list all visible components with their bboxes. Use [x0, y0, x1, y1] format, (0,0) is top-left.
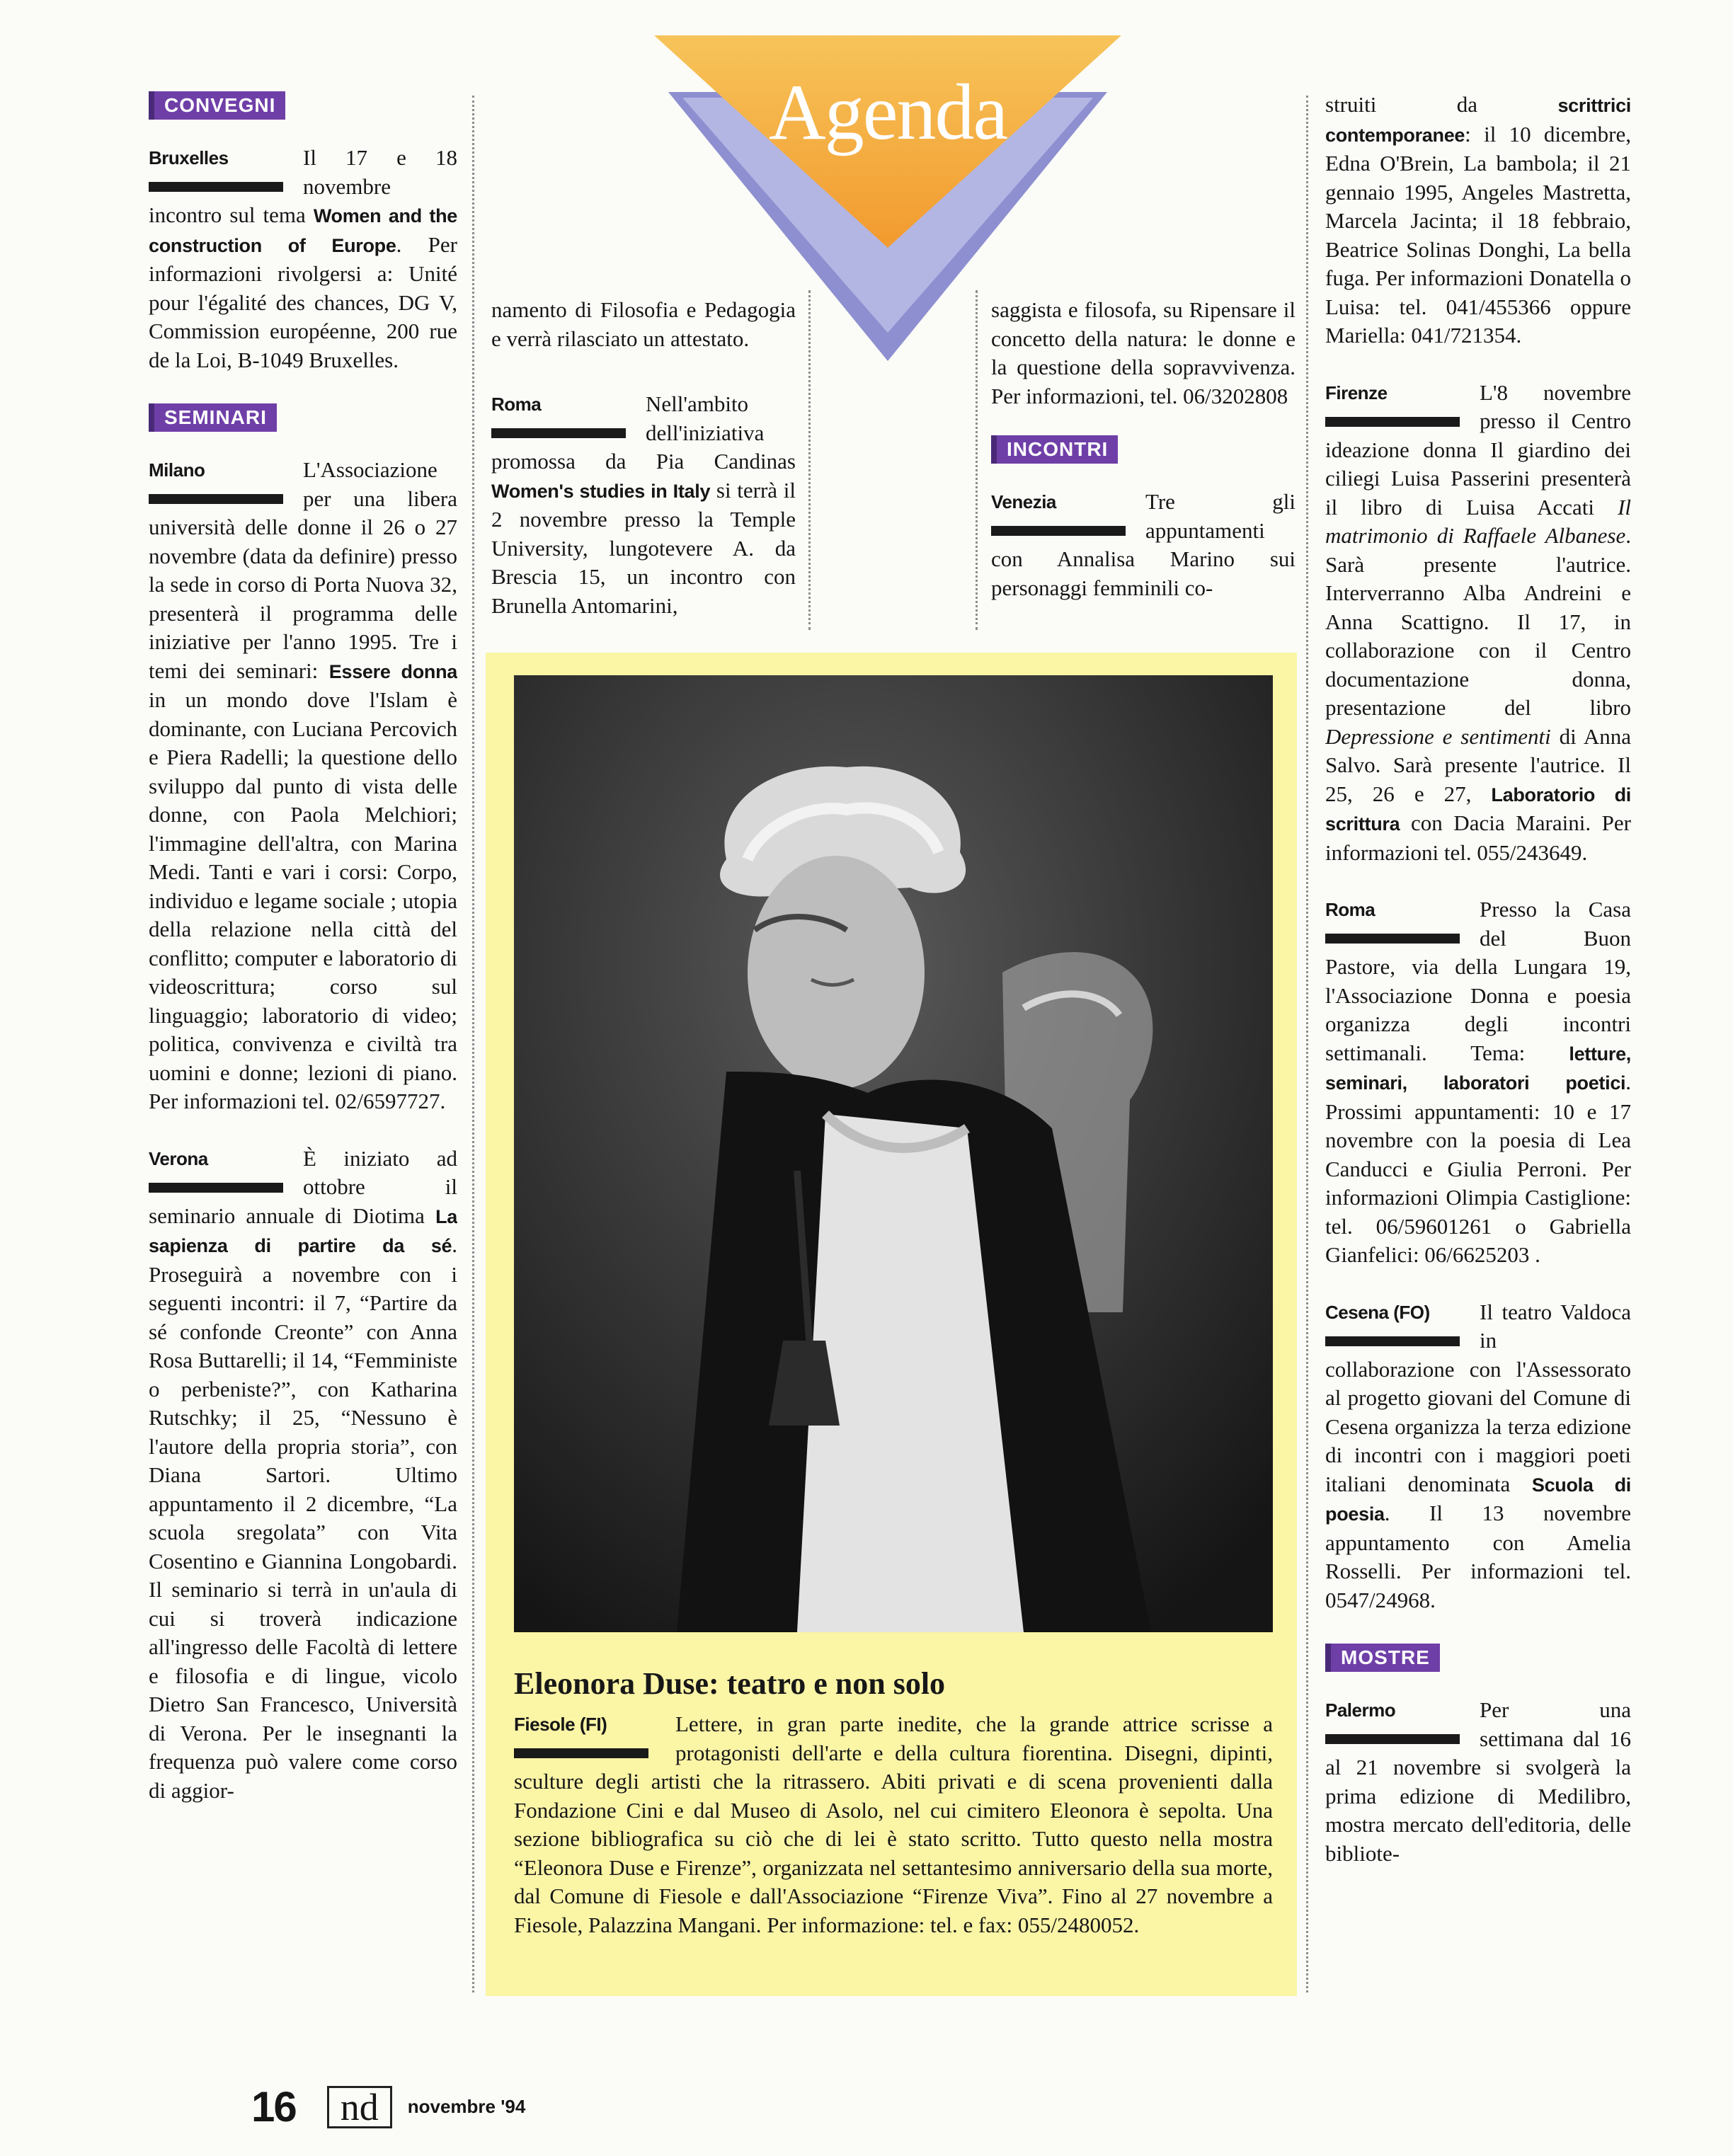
continued-text: saggista e filosofa, su Ripensare il concetto della natura: le donne e la questione della sopravvivenza. Per informazioni, tel. 06/3202808: [991, 297, 1296, 408]
event-verona: [149, 1145, 457, 1806]
section-mostre: MOSTRE: [1325, 1644, 1440, 1672]
event-place: Venezia: [991, 491, 1056, 512]
column-1: [149, 91, 457, 1833]
event-milano: [149, 456, 457, 1116]
event-place: Fiesole (FI): [514, 1714, 607, 1735]
event-text: Tre gli appuntamenti con Annalisa Marino sui personaggi femminili co-: [991, 489, 1296, 600]
duse-photo: [514, 675, 1273, 1632]
column-rule: [1306, 96, 1308, 1992]
section-convegni: CONVEGNI: [149, 91, 285, 120]
event-text: . Sarà presente l'autrice. Interverranno Alba Andreini e Anna Scattigno. Il 17, in collaborazione con il Centro documentazione donna, presentazione del libro: [1325, 523, 1631, 720]
issue-date: novembre '94: [407, 2096, 526, 2117]
page-footer: [251, 2082, 525, 2131]
book-title: Il matrimonio di Raffaele Albanese: [1325, 494, 1631, 548]
event-text: con Dacia Maraini. Per informazioni tel. 055/243649.: [1325, 810, 1631, 865]
section-incontri: INCONTRI: [991, 435, 1118, 464]
event-place: Palermo: [1325, 1699, 1396, 1721]
portrait-image: [514, 675, 1273, 1632]
event-text: . Per informazioni rivolgersi a: Unité pour l'égalité des chances, DG V, Commission européenne, 200 rue de la Loi, B-1049 Bruxelles.: [149, 231, 457, 372]
event-roma-1: [491, 390, 796, 620]
page-number: 16: [251, 2083, 296, 2131]
event-text: struiti da: [1325, 92, 1558, 117]
event-place: Milano: [149, 459, 205, 481]
event-venezia: [991, 488, 1296, 602]
event-text: L'8 novembre presso il Centro ideazione donna Il giardino dei ciliegi Luisa Passerini presenterà il libro di Luisa Accati: [1325, 379, 1631, 520]
event-highlight: letture, seminari, laboratori poetici: [1325, 1043, 1631, 1094]
page-title: Agenda: [768, 69, 1007, 156]
feature-body: [514, 1710, 1273, 1939]
event-highlight: Laboratorio di scrittura: [1325, 784, 1631, 835]
event-place: Bruxelles: [149, 147, 229, 168]
event-text: in un mondo dove l'Islam è dominante, con Luciana Percovich e Piera Radelli; la questione dello sviluppo dal punto di vista delle donne, con Paola Melchiori; l'immagine dell'altra, con Marina Medi. Tanti e vari i corsi: Corpo, individuo e legame sociale ; utopia della relazione nella città del conflitto; computer e laboratorio di videoscrittura; corso sul linguaggio; laboratorio di video; politica, convivenza e civiltà tra uomini e donne; lezioni di piano. Per informazioni tel. 02/6597727.: [149, 687, 457, 1113]
magazine-logo: nd: [327, 2086, 392, 2128]
event-highlight: Scuola di poesia: [1325, 1474, 1631, 1525]
column-2: [491, 296, 796, 648]
event-highlight: La sapienza di partire da sé: [149, 1205, 457, 1256]
event-place: Firenze: [1325, 382, 1388, 403]
event-bruxelles: [149, 144, 457, 374]
feature-text: Lettere, in gran parte inedite, che la grande attrice scrisse a protagonisti dell'arte e della cultura fiorentina. Disegni, dipinti, sculture degli artisti che la ritrassero. Abiti privati e di scena provenienti dalla Fondazione Cini e dal Museo di Asolo, nel cui cimitero Eleonora è sepolta. Una sezione bibliografica su ciò che di lei è stato scritto. Tutto questo nella mostra “Eleonora Duse e Firenze”, organizzata nel settantesimo anniversario della sua morte, dal Comune di Fiesole e dall'Associazione “Firenze Viva”. Fino al 27 novembre a Fiesole, Palazzina Mangani. Per informazione: tel. e fax: 055/2480052.: [514, 1711, 1273, 1937]
event-place: Roma: [1325, 899, 1375, 920]
event-palermo: [1325, 1696, 1631, 1868]
event-text: . Il 13 novembre appuntamento con Amelia Rosselli. Per informazioni tel. 0547/24968.: [1325, 1501, 1631, 1612]
event-text: L'Associazione per una libera università delle donne il 26 o 27 novembre (data da definire) presso la sede in corso di Porta Nuova 32, presenterà il programma delle iniziative per l'anno 1995. Tre i temi dei seminari:: [149, 457, 457, 683]
event-text: si terrà il 2 novembre presso la Temple University, lungotevere A. da Brescia 15, un incontro con Brunella Antomarini,: [491, 477, 796, 618]
column-4: [1325, 91, 1631, 1896]
column-rule: [472, 96, 474, 1992]
event-text: Il teatro Valdoca in collaborazione con l'Assessorato al progetto giovani del Comune di Cesena organizza la terza edizione di incontri con i maggiori poeti italiani denominata: [1325, 1299, 1631, 1496]
event-text: Presso la Casa del Buon Pastore, via della Lungara 19, l'Associazione Donna e poesia organizza degli incontri settimanali. Tema:: [1325, 897, 1631, 1065]
column-3: [991, 296, 1296, 631]
event-highlight: Women's studies in Italy: [491, 480, 711, 502]
event-highlight: scrittrici contemporanee: [1325, 95, 1631, 146]
event-continued: [1325, 91, 1631, 350]
event-text: : il 10 dicembre, Edna O'Brein, La bambola; il 21 gennaio 1995, Angeles Mastretta, Marcela Jacinta; il 18 febbraio, Beatrice Solinas Donghi, La bella fuga. Per informazioni Donatella o Luisa: tel. 041/455366 oppure Mariella: 041/721354.: [1325, 121, 1631, 348]
feature-title: Eleonora Duse: teatro e non solo: [514, 1666, 946, 1701]
event-firenze: [1325, 379, 1631, 868]
event-place: Cesena (FO): [1325, 1301, 1430, 1323]
event-place: Verona: [149, 1147, 208, 1169]
event-text: Per una settimana dal 16 al 21 novembre si svolgerà la prima edizione di Medilibro, mostra mercato dell'editoria, delle bibliote-: [1325, 1697, 1631, 1866]
event-cesena: [1325, 1298, 1631, 1615]
event-text: . Proseguirà a novembre con i seguenti incontri: il 7, “Partire da sé confonde Creonte” con Anna Rosa Buttarelli; il 14, “Femministe o perbeniste?”, con Katharina Rutschky; il 25, “Nessuno è l'autore della propria storia”, con Diana Sartori. Ultimo appuntamento il 2 dicembre, “La scuola sregolata” con Vita Cosentino e Giannina Longobardi. Il seminario si terrà in un'aula di cui si troverà indicazione all'ingresso delle Facoltà di lettere e filosofia e di lingue, vicolo Dietro San Francesco, Università di Verona. Per le insegnanti la frequenza può valere come corso di aggior-: [149, 1232, 457, 1803]
event-text: Il 17 e 18 novembre incontro sul tema: [149, 145, 457, 227]
book-title: Depressione e sentimenti: [1325, 723, 1551, 749]
continued-text: namento di Filosofia e Pedagogia e verrà rilasciato un attestato.: [491, 297, 796, 351]
event-text: Nell'ambito dell'iniziativa promossa da Pia Candinas: [491, 391, 796, 474]
event-place: Roma: [491, 394, 542, 415]
event-text: È iniziato ad ottobre il seminario annuale di Diotima: [149, 1145, 457, 1228]
event-highlight: Essere donna: [328, 660, 457, 682]
event-text: . Prossimi appuntamenti: 10 e 17 novembre con la poesia di Lea Canducci e Giulia Perroni. Per informazioni Olimpia Castiglione: tel. 06/59601261 o Gabriella Gianfelici: 06/6625203 .: [1325, 1070, 1631, 1267]
section-seminari: SEMINARI: [149, 403, 277, 432]
event-text: di Anna Salvo. Sarà presente l'autrice. Il 25, 26 e 27,: [1325, 723, 1631, 806]
event-highlight: Women and the construction of Europe: [149, 205, 457, 256]
event-roma-2: [1325, 895, 1631, 1270]
